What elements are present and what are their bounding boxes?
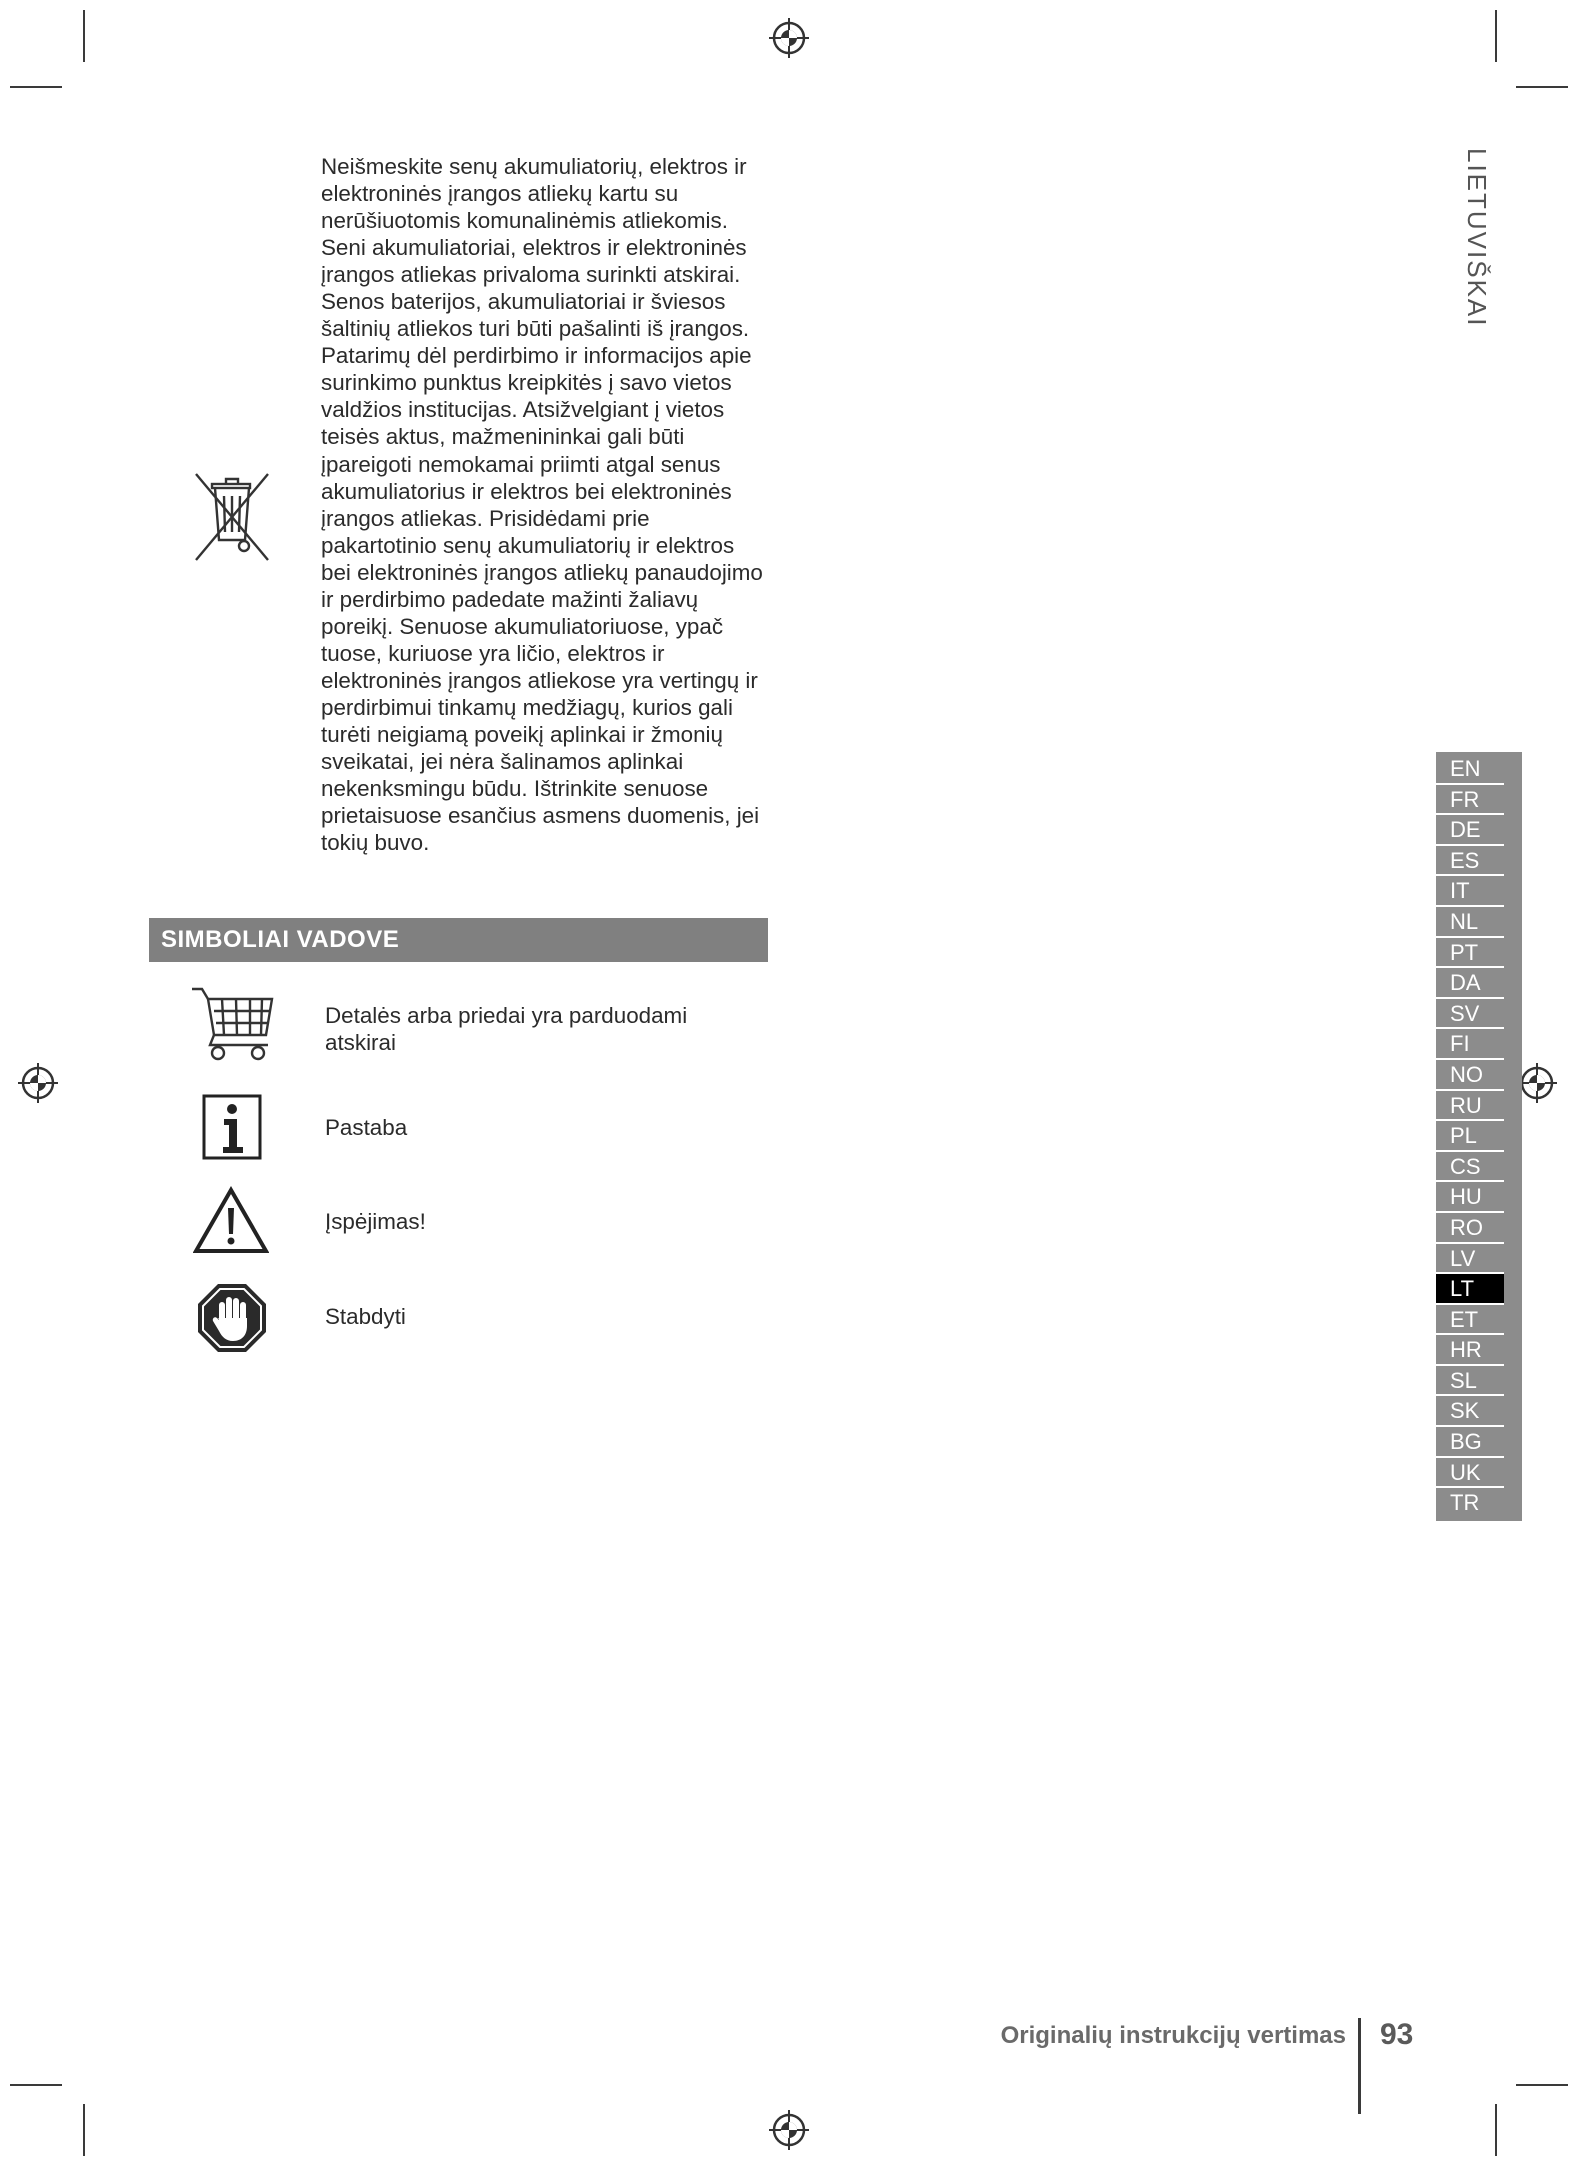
symbol-label: Pastaba	[325, 1115, 408, 1140]
crop-mark	[10, 2084, 62, 2086]
language-heading: LIETUVIŠKAI	[1462, 148, 1492, 328]
language-tab-da[interactable]: DA	[1436, 968, 1504, 999]
registration-mark-icon	[767, 16, 811, 60]
crop-mark	[1495, 2104, 1497, 2156]
language-tab-cs[interactable]: CS	[1436, 1152, 1504, 1183]
language-tab-ru[interactable]: RU	[1436, 1091, 1504, 1122]
crop-mark	[83, 10, 85, 62]
warning-triangle-icon	[193, 1186, 269, 1254]
footer-text: Originalių instrukcijų vertimas	[1000, 2022, 1346, 2049]
crossed-bin-icon	[190, 470, 274, 564]
language-tab-sk[interactable]: SK	[1436, 1396, 1504, 1427]
symbol-label: Įspėjimas!	[325, 1209, 426, 1234]
registration-mark-icon	[767, 2108, 811, 2152]
crop-mark	[1495, 10, 1497, 62]
language-tab-sl[interactable]: SL	[1436, 1366, 1504, 1397]
language-tab-lt[interactable]: LT	[1436, 1274, 1504, 1305]
crop-mark	[1516, 2084, 1568, 2086]
crop-mark	[83, 2104, 85, 2156]
shopping-cart-icon	[190, 985, 276, 1065]
crop-mark	[1516, 86, 1568, 88]
language-tab-ro[interactable]: RO	[1436, 1213, 1504, 1244]
symbol-label: Stabdyti	[325, 1304, 406, 1329]
language-tab-nl[interactable]: NL	[1436, 907, 1504, 938]
registration-mark-icon	[16, 1061, 60, 1105]
page-number: 93	[1380, 2018, 1414, 2051]
info-icon	[202, 1094, 262, 1160]
language-tab-uk[interactable]: UK	[1436, 1458, 1504, 1489]
crop-mark	[10, 86, 62, 88]
language-tab-hr[interactable]: HR	[1436, 1335, 1504, 1366]
language-tab-de[interactable]: DE	[1436, 815, 1504, 846]
language-tab-tr[interactable]: TR	[1450, 1490, 1480, 1516]
language-tab-fr[interactable]: FR	[1436, 785, 1504, 816]
language-tab-no[interactable]: NO	[1436, 1060, 1504, 1091]
language-tab-et[interactable]: ET	[1436, 1305, 1504, 1336]
section-heading: SIMBOLIAI VADOVE	[149, 918, 768, 962]
footer-divider	[1358, 2018, 1361, 2114]
language-tab-it[interactable]: IT	[1436, 876, 1504, 907]
language-tab-hu[interactable]: HU	[1436, 1182, 1504, 1213]
disposal-paragraph: Neišmeskite senų akumuliatorių, elektros ir elektroninės įrangos atliekų kartu su nerūšiuotomis komunalinėmis atliekomis. Seni akumuliatoriai, elektros ir elektroninės įrangos atliekas privaloma surinkti atskirai. Senos baterijos, akumuliatoriai ir šviesos šaltinių atliekos turi būti pašalinti iš įrangos. Patarimų dėl perdirbimo ir informacijos apie surinkimo punktus kreipkitės į savo vietos valdžios institucijas. Atsižvelgiant į vietos teisės aktus, mažmenininkai gali būti įpareigoti nemokamai priimti atgal senus akumuliatorius ir elektros bei elektroninės įrangos atliekas. Prisidėdami prie pakartotinio senų akumuliatorių ir elektros bei elektroninės įrangos atliekų panaudojimo ir perdirbimo padedate mažinti žaliavų poreikį. Senuose akumuliatoriuose, ypač tuose, kuriuose yra ličio, elektros ir elektroninės įrangos atliekose yra vertingų ir perdirbimui tinkamų medžiagų, kurios gali turėti neigiamą poveikį aplinkai ir žmonių sveikatai, jei nėra šalinamos aplinkai nekenksmingu būdu. Ištrinkite senuose prietaisuose esančius asmens duomenis, jei tokių buvo.	[321, 154, 763, 856]
language-tab-lv[interactable]: LV	[1436, 1244, 1504, 1275]
symbol-label: Detalės arba priedai yra parduodami atskirai	[325, 1003, 688, 1055]
language-tab-es[interactable]: ES	[1436, 846, 1504, 877]
stop-hand-icon	[196, 1282, 268, 1354]
language-tab-en[interactable]: EN	[1436, 754, 1504, 785]
language-tab-fi[interactable]: FI	[1436, 1029, 1504, 1060]
language-tab-pl[interactable]: PL	[1436, 1121, 1504, 1152]
language-nav	[1436, 752, 1522, 1521]
language-tab-bg[interactable]: BG	[1436, 1427, 1504, 1458]
language-tab-sv[interactable]: SV	[1436, 999, 1504, 1030]
language-tab-pt[interactable]: PT	[1436, 938, 1504, 969]
